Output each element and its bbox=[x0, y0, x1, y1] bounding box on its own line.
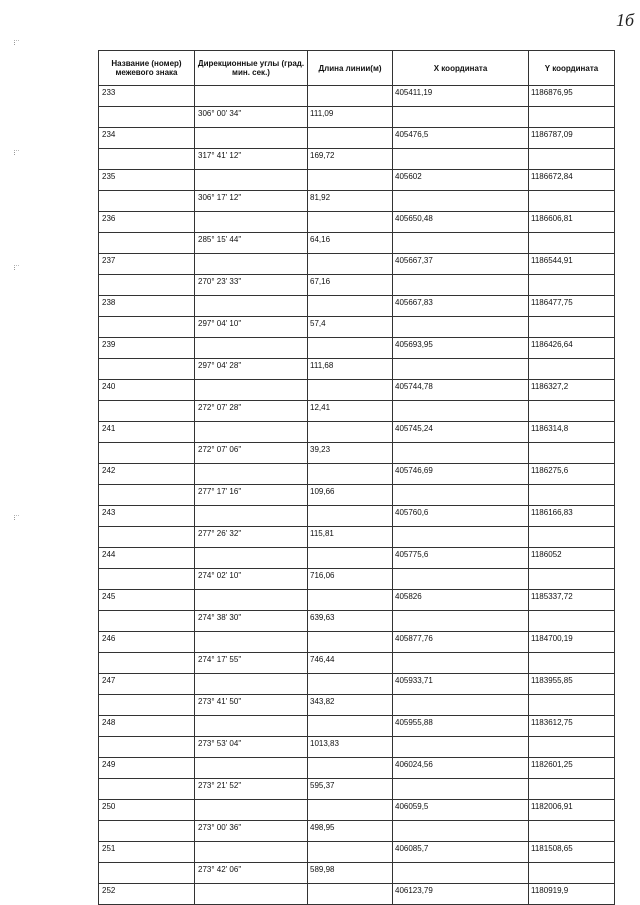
segment-row bbox=[99, 611, 615, 632]
direction-angle-cell bbox=[195, 254, 308, 275]
line-length-cell bbox=[308, 380, 393, 401]
line-length-cell bbox=[308, 758, 393, 779]
segment-row bbox=[99, 149, 615, 170]
y-coordinate-cell: 1186052 bbox=[529, 548, 615, 569]
direction-angle-cell: 270° 23' 33" bbox=[195, 275, 308, 296]
y-coordinate-cell bbox=[529, 569, 615, 590]
y-coordinate-cell: 1182601,25 bbox=[529, 758, 615, 779]
y-coordinate-cell bbox=[529, 443, 615, 464]
point-row bbox=[99, 170, 615, 191]
point-row bbox=[99, 338, 615, 359]
x-coordinate-cell: 405650,48 bbox=[393, 212, 529, 233]
x-coordinate-cell: 405667,83 bbox=[393, 296, 529, 317]
point-name-cell bbox=[99, 737, 195, 758]
x-coordinate-cell bbox=[393, 737, 529, 758]
y-coordinate-cell: 1185337,72 bbox=[529, 590, 615, 611]
direction-angle-cell bbox=[195, 800, 308, 821]
y-coordinate-cell bbox=[529, 653, 615, 674]
line-length-cell: 343,82 bbox=[308, 695, 393, 716]
segment-row bbox=[99, 401, 615, 422]
segment-row bbox=[99, 233, 615, 254]
point-name-cell: 243 bbox=[99, 506, 195, 527]
point-name-cell: 249 bbox=[99, 758, 195, 779]
x-coordinate-cell: 405745,24 bbox=[393, 422, 529, 443]
header-x-coordinate: X координата bbox=[393, 51, 529, 86]
point-row bbox=[99, 422, 615, 443]
x-coordinate-cell: 405955,88 bbox=[393, 716, 529, 737]
line-length-cell bbox=[308, 716, 393, 737]
point-name-cell bbox=[99, 317, 195, 338]
point-row bbox=[99, 464, 615, 485]
x-coordinate-cell bbox=[393, 527, 529, 548]
direction-angle-cell bbox=[195, 86, 308, 107]
point-name-cell: 236 bbox=[99, 212, 195, 233]
point-name-cell bbox=[99, 611, 195, 632]
y-coordinate-cell: 1181508,65 bbox=[529, 842, 615, 863]
y-coordinate-cell: 1186544,91 bbox=[529, 254, 615, 275]
direction-angle-cell bbox=[195, 590, 308, 611]
boundary-coordinates-table bbox=[98, 50, 615, 905]
point-row bbox=[99, 506, 615, 527]
line-length-cell: 639,63 bbox=[308, 611, 393, 632]
segment-row bbox=[99, 737, 615, 758]
point-name-cell: 250 bbox=[99, 800, 195, 821]
table-header bbox=[99, 51, 615, 86]
direction-angle-cell: 274° 17' 55" bbox=[195, 653, 308, 674]
point-row bbox=[99, 884, 615, 905]
segment-row bbox=[99, 485, 615, 506]
point-name-cell: 247 bbox=[99, 674, 195, 695]
direction-angle-cell bbox=[195, 170, 308, 191]
point-row bbox=[99, 632, 615, 653]
x-coordinate-cell bbox=[393, 107, 529, 128]
point-name-cell bbox=[99, 401, 195, 422]
y-coordinate-cell bbox=[529, 821, 615, 842]
segment-row bbox=[99, 275, 615, 296]
x-coordinate-cell bbox=[393, 233, 529, 254]
x-coordinate-cell: 406024,56 bbox=[393, 758, 529, 779]
point-name-cell: 233 bbox=[99, 86, 195, 107]
y-coordinate-cell bbox=[529, 527, 615, 548]
point-name-cell: 244 bbox=[99, 548, 195, 569]
point-row bbox=[99, 590, 615, 611]
point-name-cell: 242 bbox=[99, 464, 195, 485]
line-length-cell: 595,37 bbox=[308, 779, 393, 800]
y-coordinate-cell bbox=[529, 779, 615, 800]
line-length-cell bbox=[308, 422, 393, 443]
line-length-cell bbox=[308, 296, 393, 317]
y-coordinate-cell: 1186672,84 bbox=[529, 170, 615, 191]
y-coordinate-cell: 1180919,9 bbox=[529, 884, 615, 905]
direction-angle-cell bbox=[195, 758, 308, 779]
segment-row bbox=[99, 863, 615, 884]
line-length-cell: 111,09 bbox=[308, 107, 393, 128]
point-row bbox=[99, 548, 615, 569]
header-y-coordinate: Y координата bbox=[529, 51, 615, 86]
header-point-name: Название (номер) межевого знака bbox=[99, 51, 195, 86]
x-coordinate-cell: 405826 bbox=[393, 590, 529, 611]
line-length-cell bbox=[308, 464, 393, 485]
x-coordinate-cell: 405746,69 bbox=[393, 464, 529, 485]
point-name-cell bbox=[99, 695, 195, 716]
line-length-cell: 64,16 bbox=[308, 233, 393, 254]
x-coordinate-cell bbox=[393, 485, 529, 506]
line-length-cell: 111,68 bbox=[308, 359, 393, 380]
y-coordinate-cell bbox=[529, 275, 615, 296]
point-name-cell: 239 bbox=[99, 338, 195, 359]
point-name-cell: 246 bbox=[99, 632, 195, 653]
line-length-cell bbox=[308, 128, 393, 149]
direction-angle-cell bbox=[195, 422, 308, 443]
point-row bbox=[99, 296, 615, 317]
segment-row bbox=[99, 443, 615, 464]
line-length-cell: 39,23 bbox=[308, 443, 393, 464]
point-row bbox=[99, 842, 615, 863]
x-coordinate-cell: 406059,5 bbox=[393, 800, 529, 821]
x-coordinate-cell: 405775,6 bbox=[393, 548, 529, 569]
x-coordinate-cell bbox=[393, 275, 529, 296]
point-name-cell: 240 bbox=[99, 380, 195, 401]
point-row bbox=[99, 128, 615, 149]
direction-angle-cell bbox=[195, 716, 308, 737]
point-name-cell: 241 bbox=[99, 422, 195, 443]
direction-angle-cell: 273° 00' 36" bbox=[195, 821, 308, 842]
segment-row bbox=[99, 569, 615, 590]
y-coordinate-cell bbox=[529, 149, 615, 170]
point-name-cell bbox=[99, 485, 195, 506]
point-name-cell bbox=[99, 107, 195, 128]
line-length-cell bbox=[308, 506, 393, 527]
point-name-cell: 235 bbox=[99, 170, 195, 191]
line-length-cell: 1013,83 bbox=[308, 737, 393, 758]
line-length-cell: 57,4 bbox=[308, 317, 393, 338]
line-length-cell: 716,06 bbox=[308, 569, 393, 590]
point-name-cell bbox=[99, 821, 195, 842]
point-row bbox=[99, 758, 615, 779]
line-length-cell bbox=[308, 800, 393, 821]
point-name-cell bbox=[99, 569, 195, 590]
point-name-cell: 245 bbox=[99, 590, 195, 611]
point-row bbox=[99, 86, 615, 107]
direction-angle-cell: 274° 38' 30" bbox=[195, 611, 308, 632]
line-length-cell bbox=[308, 338, 393, 359]
y-coordinate-cell bbox=[529, 737, 615, 758]
y-coordinate-cell: 1186426,64 bbox=[529, 338, 615, 359]
point-name-cell bbox=[99, 275, 195, 296]
line-length-cell bbox=[308, 86, 393, 107]
x-coordinate-cell bbox=[393, 569, 529, 590]
direction-angle-cell bbox=[195, 842, 308, 863]
point-name-cell bbox=[99, 443, 195, 464]
point-name-cell bbox=[99, 359, 195, 380]
y-coordinate-cell: 1186876,95 bbox=[529, 86, 615, 107]
direction-angle-cell bbox=[195, 548, 308, 569]
x-coordinate-cell: 405476,5 bbox=[393, 128, 529, 149]
x-coordinate-cell: 405602 bbox=[393, 170, 529, 191]
y-coordinate-cell: 1186787,09 bbox=[529, 128, 615, 149]
x-coordinate-cell: 405877,76 bbox=[393, 632, 529, 653]
x-coordinate-cell bbox=[393, 653, 529, 674]
x-coordinate-cell: 405760,6 bbox=[393, 506, 529, 527]
y-coordinate-cell bbox=[529, 485, 615, 506]
x-coordinate-cell: 405411,19 bbox=[393, 86, 529, 107]
direction-angle-cell: 306° 17' 12" bbox=[195, 191, 308, 212]
line-length-cell bbox=[308, 170, 393, 191]
y-coordinate-cell bbox=[529, 611, 615, 632]
y-coordinate-cell bbox=[529, 401, 615, 422]
direction-angle-cell bbox=[195, 632, 308, 653]
y-coordinate-cell: 1183955,85 bbox=[529, 674, 615, 695]
line-length-cell bbox=[308, 590, 393, 611]
y-coordinate-cell: 1186275,6 bbox=[529, 464, 615, 485]
x-coordinate-cell: 405933,71 bbox=[393, 674, 529, 695]
x-coordinate-cell bbox=[393, 191, 529, 212]
direction-angle-cell: 272° 07' 28" bbox=[195, 401, 308, 422]
direction-angle-cell bbox=[195, 296, 308, 317]
segment-row bbox=[99, 695, 615, 716]
y-coordinate-cell: 1183612,75 bbox=[529, 716, 615, 737]
direction-angle-cell: 273° 42' 06" bbox=[195, 863, 308, 884]
direction-angle-cell bbox=[195, 674, 308, 695]
segment-row bbox=[99, 779, 615, 800]
point-name-cell: 237 bbox=[99, 254, 195, 275]
segment-row bbox=[99, 107, 615, 128]
line-length-cell: 746,44 bbox=[308, 653, 393, 674]
direction-angle-cell: 277° 26' 32" bbox=[195, 527, 308, 548]
x-coordinate-cell: 406123,79 bbox=[393, 884, 529, 905]
direction-angle-cell bbox=[195, 212, 308, 233]
direction-angle-cell: 273° 21' 52" bbox=[195, 779, 308, 800]
segment-row bbox=[99, 359, 615, 380]
y-coordinate-cell bbox=[529, 359, 615, 380]
y-coordinate-cell bbox=[529, 233, 615, 254]
line-length-cell bbox=[308, 254, 393, 275]
x-coordinate-cell: 405693,95 bbox=[393, 338, 529, 359]
direction-angle-cell bbox=[195, 464, 308, 485]
x-coordinate-cell bbox=[393, 821, 529, 842]
page-number-mark: 1б bbox=[615, 10, 634, 30]
direction-angle-cell: 277° 17' 16" bbox=[195, 485, 308, 506]
point-name-cell bbox=[99, 233, 195, 254]
line-length-cell bbox=[308, 212, 393, 233]
point-row bbox=[99, 380, 615, 401]
x-coordinate-cell: 406085,7 bbox=[393, 842, 529, 863]
direction-angle-cell: 297° 04' 10" bbox=[195, 317, 308, 338]
y-coordinate-cell: 1184700,19 bbox=[529, 632, 615, 653]
line-length-cell: 109,66 bbox=[308, 485, 393, 506]
point-name-cell: 248 bbox=[99, 716, 195, 737]
segment-row bbox=[99, 653, 615, 674]
x-coordinate-cell: 405744,78 bbox=[393, 380, 529, 401]
point-name-cell: 252 bbox=[99, 884, 195, 905]
line-length-cell: 169,72 bbox=[308, 149, 393, 170]
y-coordinate-cell: 1186477,75 bbox=[529, 296, 615, 317]
y-coordinate-cell bbox=[529, 317, 615, 338]
x-coordinate-cell bbox=[393, 779, 529, 800]
direction-angle-cell: 274° 02' 10" bbox=[195, 569, 308, 590]
segment-row bbox=[99, 317, 615, 338]
header-row bbox=[99, 51, 615, 86]
point-row bbox=[99, 212, 615, 233]
y-coordinate-cell: 1186166,83 bbox=[529, 506, 615, 527]
x-coordinate-cell bbox=[393, 401, 529, 422]
x-coordinate-cell bbox=[393, 317, 529, 338]
point-name-cell bbox=[99, 527, 195, 548]
segment-row bbox=[99, 191, 615, 212]
x-coordinate-cell bbox=[393, 695, 529, 716]
point-name-cell bbox=[99, 191, 195, 212]
point-name-cell: 234 bbox=[99, 128, 195, 149]
point-name-cell bbox=[99, 863, 195, 884]
x-coordinate-cell bbox=[393, 611, 529, 632]
line-length-cell bbox=[308, 632, 393, 653]
y-coordinate-cell bbox=[529, 695, 615, 716]
y-coordinate-cell: 1186327,2 bbox=[529, 380, 615, 401]
direction-angle-cell bbox=[195, 884, 308, 905]
direction-angle-cell bbox=[195, 338, 308, 359]
line-length-cell: 498,95 bbox=[308, 821, 393, 842]
x-coordinate-cell bbox=[393, 149, 529, 170]
point-name-cell bbox=[99, 779, 195, 800]
table-body bbox=[99, 86, 615, 905]
direction-angle-cell bbox=[195, 128, 308, 149]
point-row bbox=[99, 254, 615, 275]
x-coordinate-cell bbox=[393, 359, 529, 380]
line-length-cell bbox=[308, 842, 393, 863]
line-length-cell: 81,92 bbox=[308, 191, 393, 212]
line-length-cell bbox=[308, 548, 393, 569]
point-name-cell: 251 bbox=[99, 842, 195, 863]
direction-angle-cell: 273° 53' 04" bbox=[195, 737, 308, 758]
y-coordinate-cell: 1186314,8 bbox=[529, 422, 615, 443]
x-coordinate-cell bbox=[393, 863, 529, 884]
header-line-length: Длина линии(м) bbox=[308, 51, 393, 86]
line-length-cell: 589,98 bbox=[308, 863, 393, 884]
point-name-cell: 238 bbox=[99, 296, 195, 317]
y-coordinate-cell: 1182006,91 bbox=[529, 800, 615, 821]
y-coordinate-cell bbox=[529, 863, 615, 884]
point-row bbox=[99, 716, 615, 737]
y-coordinate-cell: 1186606,81 bbox=[529, 212, 615, 233]
direction-angle-cell: 272° 07' 06" bbox=[195, 443, 308, 464]
point-row bbox=[99, 674, 615, 695]
direction-angle-cell: 306° 00' 34" bbox=[195, 107, 308, 128]
y-coordinate-cell bbox=[529, 191, 615, 212]
line-length-cell: 115,81 bbox=[308, 527, 393, 548]
line-length-cell: 12,41 bbox=[308, 401, 393, 422]
line-length-cell bbox=[308, 674, 393, 695]
direction-angle-cell bbox=[195, 380, 308, 401]
direction-angle-cell: 285° 15' 44" bbox=[195, 233, 308, 254]
header-direction-angle: Дирекционные углы (град. мин. сек.) bbox=[195, 51, 308, 86]
direction-angle-cell: 317° 41' 12" bbox=[195, 149, 308, 170]
line-length-cell: 67,16 bbox=[308, 275, 393, 296]
x-coordinate-cell bbox=[393, 443, 529, 464]
segment-row bbox=[99, 821, 615, 842]
point-row bbox=[99, 800, 615, 821]
point-name-cell bbox=[99, 653, 195, 674]
segment-row bbox=[99, 527, 615, 548]
line-length-cell bbox=[308, 884, 393, 905]
y-coordinate-cell bbox=[529, 107, 615, 128]
direction-angle-cell bbox=[195, 506, 308, 527]
direction-angle-cell: 297° 04' 28" bbox=[195, 359, 308, 380]
direction-angle-cell: 273° 41' 50" bbox=[195, 695, 308, 716]
point-name-cell bbox=[99, 149, 195, 170]
x-coordinate-cell: 405667,37 bbox=[393, 254, 529, 275]
